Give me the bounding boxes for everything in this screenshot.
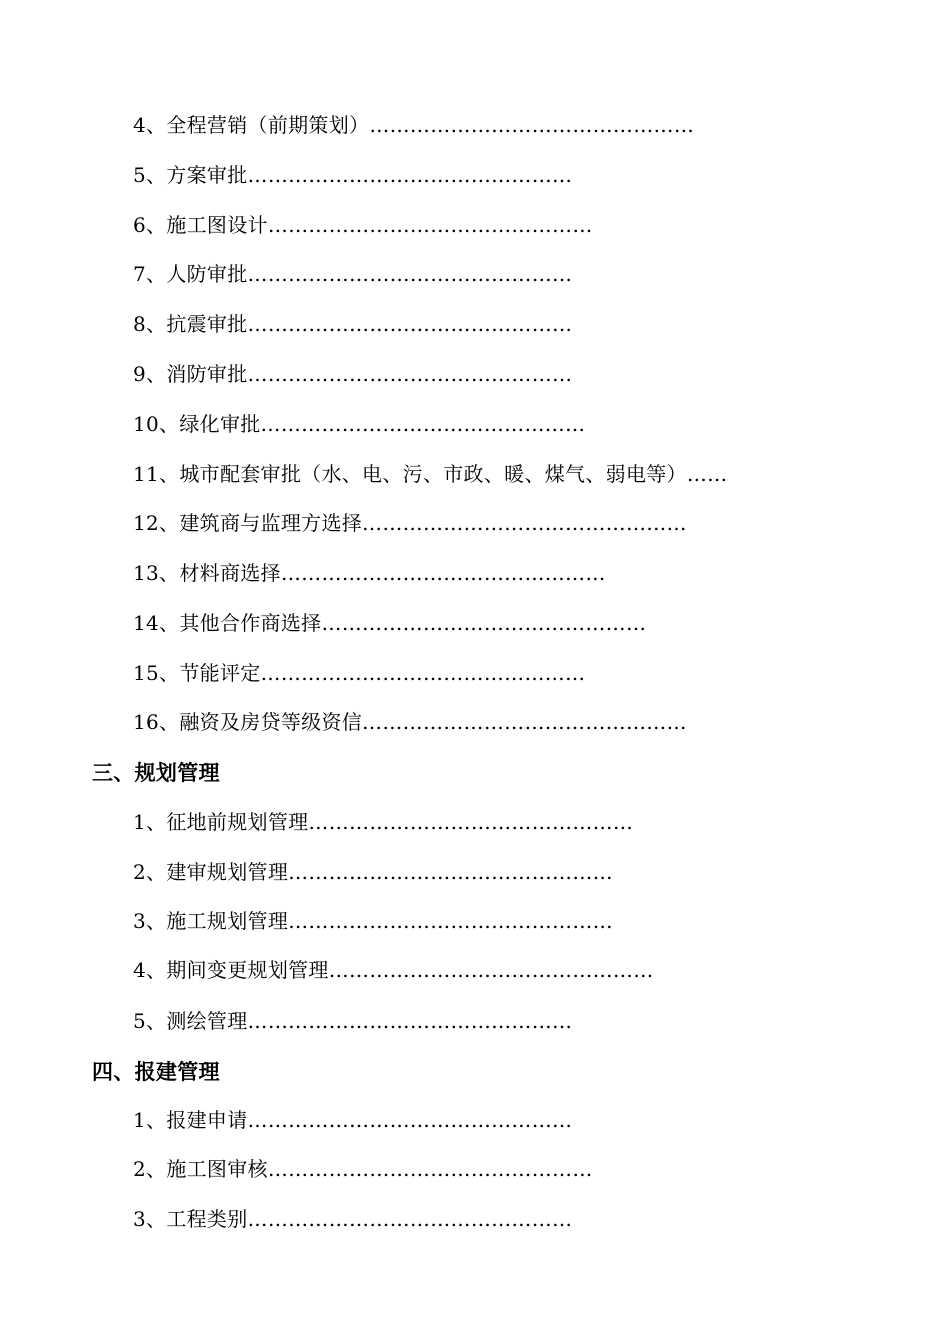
toc-entry-urban-supporting-approval: 11、城市配套审批（水、电、污、市政、暖、煤气、弱电等）…… — [133, 462, 728, 486]
toc-entry-construction-planning: 3、施工规划管理………………………………………… — [133, 909, 613, 933]
toc-entry-review-planning: 2、建审规划管理………………………………………… — [133, 860, 613, 884]
toc-entry-civil-defense-approval: 7、人防审批………………………………………… — [133, 262, 573, 286]
toc-entry-project-category: 3、工程类别………………………………………… — [133, 1207, 573, 1231]
toc-entry-pre-acquisition-planning: 1、征地前规划管理………………………………………… — [133, 810, 634, 834]
toc-entry-scheme-approval: 5、方案审批………………………………………… — [133, 163, 573, 187]
toc-entry-greening-approval: 10、绿化审批………………………………………… — [133, 412, 586, 436]
toc-entry-material-supplier-selection: 13、材料商选择………………………………………… — [133, 561, 606, 585]
toc-entry-drawing-review: 2、施工图审核………………………………………… — [133, 1157, 593, 1181]
toc-entry-seismic-approval: 8、抗震审批………………………………………… — [133, 312, 573, 336]
toc-entry-energy-rating: 15、节能评定………………………………………… — [133, 661, 586, 685]
toc-entry-survey-management: 5、测绘管理………………………………………… — [133, 1009, 573, 1033]
toc-entry-fire-approval: 9、消防审批………………………………………… — [133, 362, 573, 386]
toc-entry-change-planning: 4、期间变更规划管理………………………………………… — [133, 958, 654, 982]
section-heading-filing: 四、报建管理 — [92, 1059, 220, 1084]
toc-entry-filing-application: 1、报建申请………………………………………… — [133, 1108, 573, 1132]
toc-entry-other-partner-selection: 14、其他合作商选择………………………………………… — [133, 611, 647, 635]
section-heading-planning: 三、规划管理 — [92, 760, 220, 785]
toc-entry-marketing: 4、全程营销（前期策划）………………………………………… — [133, 113, 695, 137]
toc-entry-construction-drawing-design: 6、施工图设计………………………………………… — [133, 213, 593, 237]
toc-entry-contractor-selection: 12、建筑商与监理方选择………………………………………… — [133, 511, 687, 535]
toc-entry-financing-credit: 16、融资及房贷等级资信………………………………………… — [133, 710, 687, 734]
